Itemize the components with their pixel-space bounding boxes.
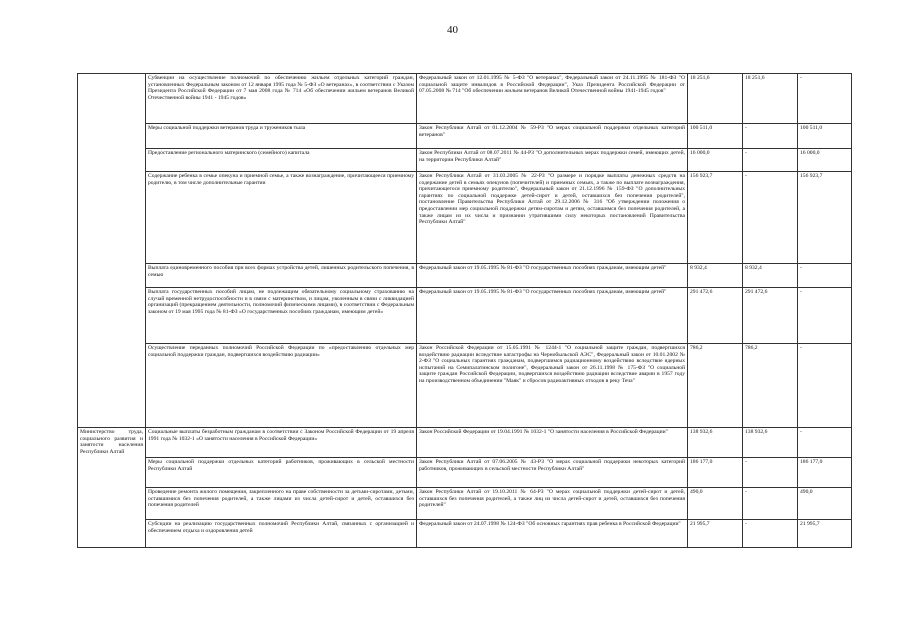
federal-cell: - [743,172,798,264]
law-cell: Закон Российской Федерации от 15.05.1991 № 1244-1 "О социальной защите граждан, подвергшихся воздействию радиации вследствие катастрофы на Чернобыльской АЭС", Федеральный закон от 10.01.2002 № 2-ФЗ "О социальных гарантиях гражданам, подвергшимся радиационному воздействию вследствие ядерных испытаний на Семипалатинском полигоне", Федеральный закон от 26.11.1998 № 175-ФЗ "О социальной защите граждан Российской Федерации, подвергшихся воздействию радиации вследствие аварии в 1957 году на производственном объединении "Маяк" и сбросов радиоактивных отходов в реку Теча" [417,344,688,428]
total-cell: 21 995,7 [688,520,743,548]
measure-cell: Меры социальной поддержки ветеранов труда и тружеников тыла [146,124,417,149]
total-cell: 490,0 [688,488,743,520]
regional-cell: - [798,344,852,428]
total-cell: 18 251,6 [688,74,743,124]
table-row [78,428,852,458]
organization-cell: Министерство труда, социального развития и занятости населения Республики Алтай [78,428,146,548]
measure-cell: Субсидии на реализацию государственных полномочий Республики Алтай, связанных с организацией и обеспечением отдыха и оздоровления детей [146,520,417,548]
measure-cell: Социальные выплаты безработным гражданам в соответствии с Законом Российской Федерации от 19 апреля 1991 года № 1032-1 «О занятости населения в Российской Федерации» [146,428,417,458]
table-row [78,488,852,520]
federal-cell: 291 472,6 [743,288,798,344]
organization-cell-empty [78,74,146,428]
total-cell: 8 932,4 [688,264,743,288]
law-cell: Федеральный закон от 12.01.1995 № 5-ФЗ "О ветеранах", Федеральный закон от 24.11.1995 № 181-ФЗ "О социальной защите инвалидов в Российской Федерации", Указ Президента Российской Федерации от 07.05.2008 № 714 "Об обеспечении жильем ветеранов Великой Отечественной войны 1941-1945 годов" [417,74,688,124]
federal-cell: - [743,149,798,172]
table-row [78,344,852,428]
table-row [78,264,852,288]
total-cell: 291 472,6 [688,288,743,344]
regional-cell: 490,0 [798,488,852,520]
law-cell: Федеральный закон от 19.05.1995 № 81-ФЗ "О государственных пособиях гражданам, имеющим детей" [417,288,688,344]
measure-cell: Выплата государственных пособий лицам, не подлежащим обязательному социальному страхованию на случай временной нетрудоспособности и в связи с материнством, и лицам, уволенным в связи с ликвидацией организаций (прекращением деятельности, полномочий физическими лицами), в соответствии с Федеральным законом от 19 мая 1995 года № 81-ФЗ «О государственных пособиях гражданам, имеющим детей» [146,288,417,344]
table-row [78,288,852,344]
total-cell: 16 000,0 [688,149,743,172]
federal-cell: - [743,488,798,520]
law-cell: Закон Республики Алтай от 07.06.2005 № 43-РЗ "О мерах социальной поддержки некоторых категорий работников, проживающих в сельской местности Республики Алтай" [417,458,688,488]
table-row [78,458,852,488]
table-row [78,172,852,264]
measure-cell: Субвенции на осуществление полномочий по обеспечению жильем отдельных категорий граждан, установленных Федеральным законом от 12 января 1995 года № 5-ФЗ «О ветеранах», в соответствии с Указом Президента Российской Федерации от 7 мая 2008 года № 714 «Об обеспечении жильем ветеранов Великой Отечественной войны 1941 - 1945 годов» [146,74,417,124]
law-cell: Федеральный закон от 19.05.1995 № 81-ФЗ "О государственных пособиях гражданам, имеющим детей" [417,264,688,288]
total-cell: 186 177,0 [688,458,743,488]
law-cell: Закон Республики Алтай от 08.07.2011 № 44-РЗ "О дополнительных мерах поддержки семей, имеющих детей, на территории Республики Алтай" [417,149,688,172]
federal-cell: - [743,458,798,488]
regional-cell: - [798,74,852,124]
measure-cell: Содержание ребенка в семье опекуна и приемной семье, а также вознаграждение, причитающееся приемному родителю, в том числе дополнительные гарантии [146,172,417,264]
regional-cell: 156 923,7 [798,172,852,264]
regional-cell: - [798,428,852,458]
measure-cell: Осуществление переданных полномочий Российской Федерации по «предоставлению отдельных мер социальной поддержки граждан, подвергшихся воздействию радиации» [146,344,417,428]
measure-cell: Меры социальной поддержки отдельных категорий работников, проживающих в сельской местности Республики Алтай [146,458,417,488]
federal-cell: - [743,520,798,548]
table-row [78,149,852,172]
federal-cell: - [743,124,798,149]
federal-cell: 786,2 [743,344,798,428]
page-number: 40 [447,24,458,36]
federal-cell: 8 932,4 [743,264,798,288]
total-cell: 100 511,0 [688,124,743,149]
law-cell: Закон Республики Алтай от 31.03.2005 № 22-РЗ "О размере и порядке выплаты денежных средств на содержание детей в семьях опекунов (попечителей) и приемных семьях, а также по выплате вознаграждения, причитающегося приемному родителю", Федеральный закон от 21.12.1996 № 159-ФЗ "О дополнительных гарантиях по социальной поддержке детей-сирот и детей, оставшихся без попечения родителей", постановление Правительства Республики Алтай от 29.12.2006 № 316 "Об утверждении положения о предоставлении мер социальной поддержки детям-сиротам и детям, оставшимся без попечения родителей, а также лицам из их числа и признании утратившими силу некоторых постановлений Правительства Республики Алтай" [417,172,688,264]
law-cell: Закон Российской Федерации от 19.04.1991 № 1032-1 "О занятости населения в Российской Федерации" [417,428,688,458]
measure-cell: Выплата единовременного пособия при всех формах устройства детей, лишенных родительского попечения, в семью [146,264,417,288]
federal-cell: 18 251,6 [743,74,798,124]
table-row [78,520,852,548]
total-cell: 156 923,7 [688,172,743,264]
regional-cell: 186 177,0 [798,458,852,488]
budget-table [77,73,852,548]
federal-cell: 138 932,6 [743,428,798,458]
measure-cell: Предоставление регионального материнского (семейного) капитала [146,149,417,172]
law-cell: Закон Республики Алтай от 19.10.2011 № 64-РЗ "О мерах социальной поддержки детей-сирот и детей, оставшихся без попечения родителей, а также лиц из числа детей-сирот и детей, оставшихся без попечения родителей" [417,488,688,520]
law-cell: Закон Республики Алтай от 01.12.2004 № 59-РЗ "О мерах социальной поддержки отдельных категорий ветеранов" [417,124,688,149]
law-cell: Федеральный закон от 24.07.1998 № 124-ФЗ "Об основных гарантиях прав ребенка в Российской Федерации" [417,520,688,548]
regional-cell: 100 511,0 [798,124,852,149]
regional-cell: 21 995,7 [798,520,852,548]
table-row [78,74,852,124]
table-row [78,124,852,149]
regional-cell: - [798,288,852,344]
regional-cell: - [798,264,852,288]
regional-cell: 16 000,0 [798,149,852,172]
measure-cell: Проведение ремонта жилого помещения, закрепленного на праве собственности за детьми-сиротами, детьми, оставшимися без попечения родителей, а также лицами из числа детей-сирот и детей, оставшихся без попечения родителей [146,488,417,520]
total-cell: 138 932,6 [688,428,743,458]
total-cell: 786,2 [688,344,743,428]
